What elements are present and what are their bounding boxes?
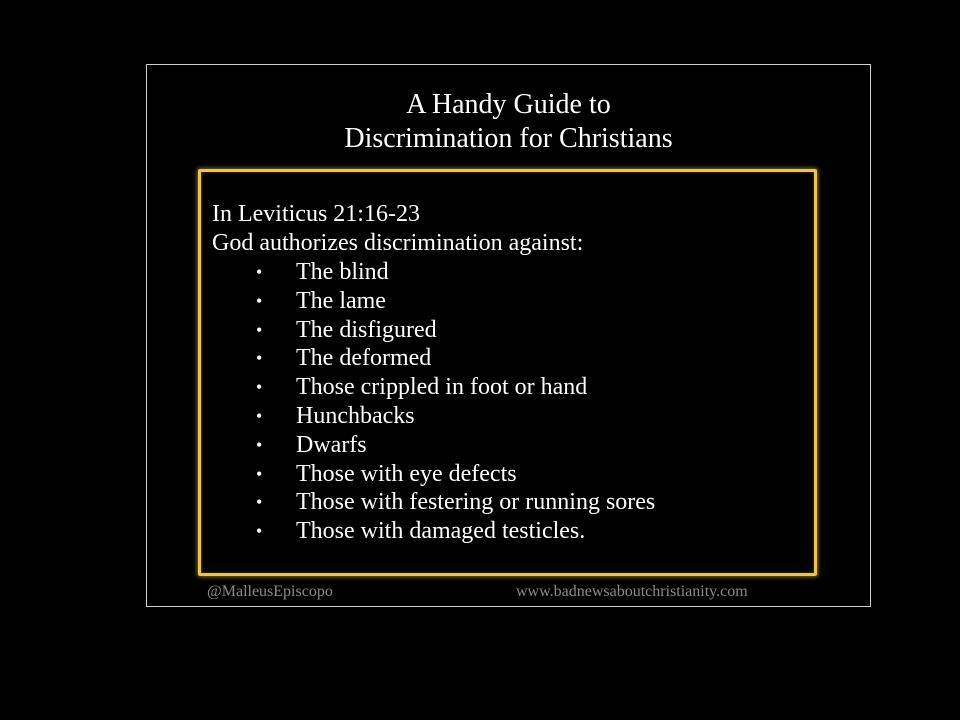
list-item-text: The lame: [296, 287, 386, 314]
list-item-text: Dwarfs: [296, 431, 367, 458]
bullet-icon: •: [256, 290, 263, 311]
bullet-list: [212, 258, 802, 546]
bullet-icon: •: [256, 521, 263, 542]
bullet-icon: •: [256, 319, 263, 340]
list-item-text: Those with damaged testicles.: [296, 518, 586, 545]
bullet-icon: •: [256, 463, 263, 484]
bullet-icon: •: [256, 377, 263, 398]
list-item-text: The disfigured: [296, 316, 437, 343]
bullet-icon: •: [256, 262, 263, 282]
list-item: [212, 402, 802, 431]
bullet-icon: •: [256, 492, 263, 513]
list-item-text: Those crippled in foot or hand: [296, 374, 588, 401]
scripture-reference: In Leviticus 21:16-23: [212, 201, 420, 227]
intro-statement: God authorizes discrimination against:: [212, 230, 584, 256]
list-item: [212, 517, 802, 546]
list-item-text: Hunchbacks: [296, 402, 415, 429]
title-line-2: Discrimination for Christians: [344, 123, 673, 154]
footer-handle: @MalleusEpiscopo: [207, 583, 333, 600]
list-item: [212, 344, 802, 373]
list-item: [212, 316, 802, 345]
list-item: [212, 460, 802, 489]
list-item: [212, 431, 802, 460]
title-line-1: A Handy Guide to: [406, 89, 611, 120]
list-item-text: The deformed: [296, 345, 432, 372]
list-item-text: Those with eye defects: [296, 460, 517, 487]
bullet-icon: •: [256, 405, 263, 426]
list-item: [212, 373, 802, 402]
slide-content: [212, 200, 802, 546]
bullet-icon: •: [256, 348, 263, 369]
footer-website: www.badnewsaboutchristianity.com: [516, 583, 748, 600]
list-item-text: The blind: [296, 259, 389, 285]
slide-title: [146, 88, 871, 156]
list-item: [212, 258, 802, 287]
list-item-text: Those with festering or running sores: [296, 489, 656, 516]
bullet-icon: •: [256, 434, 263, 455]
list-item: [212, 287, 802, 316]
list-item: [212, 488, 802, 517]
